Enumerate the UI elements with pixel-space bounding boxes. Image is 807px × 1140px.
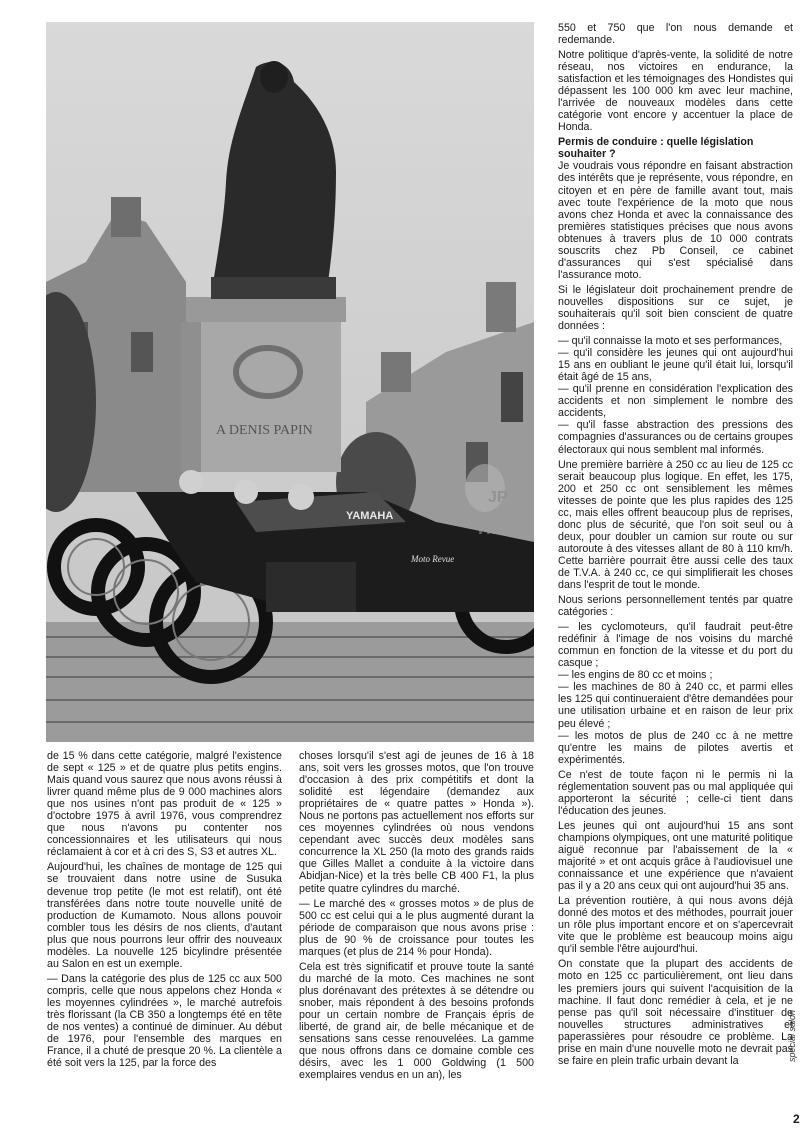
bike-brand-text: YAMAHA [346,510,394,522]
paragraph: — Dans la catégorie des plus de 125 cc aux 500 compris, celle que nous appelons chez Honda « les moyennes cylindrées », le marché autrefois très florissant (la CB 350 a longtemps été en tête de nos ventes) a continué de diminuer. Au début de 1976, pour l'ensemble des marques en France, il a chuté de presque 20 %. La clientèle a été soit vers la 125, par la force des [47,972,282,1070]
paragraph: Aujourd'hui, les chaînes de montage de 125 qui se trouvaient dans notre usine de Susuka devenue trop petite (le mot est relatif), ont été transférées dans notre toute nouvelle unité de production de Kumamoto. Nous allons pouvoir combler tous les désirs de nos clients, d'autant plus que nous pourrons leur offrir des nouveaux modèles. La nouvelle 125 bicylindre présentée au Salon en est un exemple. [47,861,282,970]
paragraph: Nous serions personnellement tentés par quatre catégories : [558,594,793,619]
list-item: — qu'il prenne en considération l'explication des accidents et non simplement le nombre des accidents, [558,383,793,420]
article-column-2 [299,750,534,1128]
paragraph: — Le marché des « grosses motos » de plus de 500 cc est celui qui a le plus augmenté durant la période de comparaison que nous avons prise : plus de 90 % de croissance pour toutes les marques (et plus de 214 % pour Honda). [299,897,534,958]
list-item: — les motos de plus de 240 cc à ne mettre qu'entre les mains de pilotes avertis et expérimentés. [558,729,793,766]
paragraph: 550 et 750 que l'on nous demande et redemande. [558,22,793,47]
list-item: — les cyclomoteurs, qu'il faudrait peut-être redéfinir à l'image de nos voisins du marché commun en fonction de la vitesse et du port du casque ; [558,621,793,670]
list-item: — les machines de 80 à 240 cc, et parmi elles les 125 qui continueraient d'être demandées pour une utilisation urbaine et en raison de leur prix peu élevé ; [558,681,793,730]
list-item: — les engins de 80 cc et moins ; [558,669,713,682]
statue-with-motorcycles-photo [46,22,534,742]
bike-sticker-text: Moto Revue [411,554,455,564]
paragraph: Ce n'est de toute façon ni le permis ni la réglementation souvent pas ou mal appliquée qui apporteront la sécurité ; celle-ci tient dans l'éducation des jeunes. [558,768,793,817]
list-item: — qu'il considère les jeunes qui ont aujourd'hui 15 ans en oubliant le jeune qu'il était lui, lorsqu'il était âgé de 15 ans, [558,347,793,384]
paragraph: Si le législateur doit prochainement prendre de nouvelles dispositions sur ce sujet, je souhaiterais qu'il soit bien conscient de quatre données : [558,283,793,333]
paragraph: de 15 % dans cette catégorie, malgré l'existence de sept « 125 » et de quatre plus petits engins. Mais quand vous saurez que nous avons réussi à livrer quand même plus de 9 000 machines alors que nos usines n'ont pas produit de « 125 » d'octobre 1975 à avril 1976, vous comprendrez que nous n'avons pu contenter nos concessionnaires et les utilisateurs qui nous réclamaient à cor et à cri des S, S3 et autres XL. [47,750,282,859]
paragraph: choses lorsqu'il s'est agi de jeunes de 16 à 18 ans, soit vers les grosses motos, que l'on trouve d'occasion à des prix compétitifs et dont la solidité est légendaire (demandez aux propriétaires de « quatre pattes » Honda »). Nous ne portons pas actuellement nos efforts sur ces moyennes cylindrées où nous vendons cependant avec succès deux modèles sans concurrence la XL 250 (la moto des grands raids que Gilles Mallet a conduite à la victoire dans Abidjan-Nice) et la très belle CB 400 F1, la plus petite quatre cylindres du marché. [299,750,534,895]
photo-statue-motorcycles [46,22,534,742]
article-column-3 [558,22,793,1128]
categories-list [558,621,793,766]
article-column-1 [47,750,282,1128]
watermark-subtitle: HD [478,518,504,538]
side-label: spécial salon [787,1009,797,1062]
paragraph: Notre politique d'après-vente, la solidité de notre réseau, nos victoires en endurance, la satisfaction et les témoignages des Hondistes qui dépassent les 100 000 km avec leur machine, l'arrivée de nouveaux modèles dans cette catégorie vont encore y accentuer la place de Honda. [558,49,793,134]
conditions-list [558,335,793,455]
statue-plaque-text: A DENIS PAPIN [216,423,313,438]
page-number: 2 [793,1112,800,1126]
watermark-jphd [458,462,512,542]
paragraph: La prévention routière, à qui nous avons déjà donné des motos et des méthodes, pourrait jouer un rôle plus important encore et on s'apercevrait vite que le problème est beaucoup moins aigu qu'il semble l'être aujourd'hui. [558,895,793,956]
paragraph: Les jeunes qui ont aujourd'hui 15 ans sont champions olympiques, ont une maturité politique aiguë reconnue par l'abaissement de la « majorité » et ont acquis grâce à l'audiovisuel une connaissance et une expérience que n'avaient pas il y a 20 ans ceux qui ont aujourd'hui 35 ans. [558,819,793,893]
watermark-letters: JP [488,489,508,506]
paragraph: Cela est très significatif et prouve toute la santé du marché de la moto. Ces machines ne sont plus dorénavant des prétextes à se détendre ou snober, mais répondent à des besoins profonds pour un certain nombre de Français épris de liberté, de grand air, de belle mécanique et de sensations sans cesse renouvelées. La gamme que nous offrons dans ce domaine comble ces désirs, avec les 1 000 Goldwing (1 500 exemplaires vendus en un an), les [299,960,534,1082]
list-item: — qu'il connaisse la moto et ses performances, [558,335,783,348]
list-item: — qu'il fasse abstraction des pressions des compagnies d'assurances ou de certains groupes électoraux qui nous semblent mal informés. [558,419,793,456]
section-heading: Permis de conduire : quelle législation souhaiter ? [558,136,754,161]
paragraph: Je voudrais vous répondre en faisant abstraction des intérêts que je représente, vous répondre, en citoyen et en père de famille avant tout, mais avec toute l'expérience de la moto que nous avons chez Honda et avec la connaissance des premières statistiques précises que nous avons obtenues à travers plus de 10 000 contrats souscrits chez Pb Conseil, ce cabinet d'assurances qui s'est spécialisé dans l'assurance moto. [558,160,793,281]
paragraph: On constate que la plupart des accidents de moto en 125 cc particulièrement, ont lieu dans les premiers jours qui suivent l'acquisition de la machine. Il faut donc remédier à cela, et je ne pense pas qu'il soit nécessaire d'instituer de nouvelles structures administratives et paperassières pour résoudre ce problème. La prise en main d'une nouvelle moto ne devrait pas se faire en plein trafic urbain devant la [558,958,793,1067]
paragraph: Une première barrière à 250 cc au lieu de 125 cc serait beaucoup plus logique. En effet, les 175, 200 et 250 cc ont sensiblement les mêmes vitesses de pointe que les plus rapides des 125 cc, mais elles offrent beaucoup plus de reprises, donc plus de sécurité, que l'on soit seul ou à deux, pour doubler un camion sur route ou sur autoroute à des vitesses allant de 80 à 110 km/h. Cette barrière pourrait être aussi celle des taux de T.V.A. à 240 cc, ce qui simplifierait les choses dans l'esprit de tout le monde. [558,458,793,592]
